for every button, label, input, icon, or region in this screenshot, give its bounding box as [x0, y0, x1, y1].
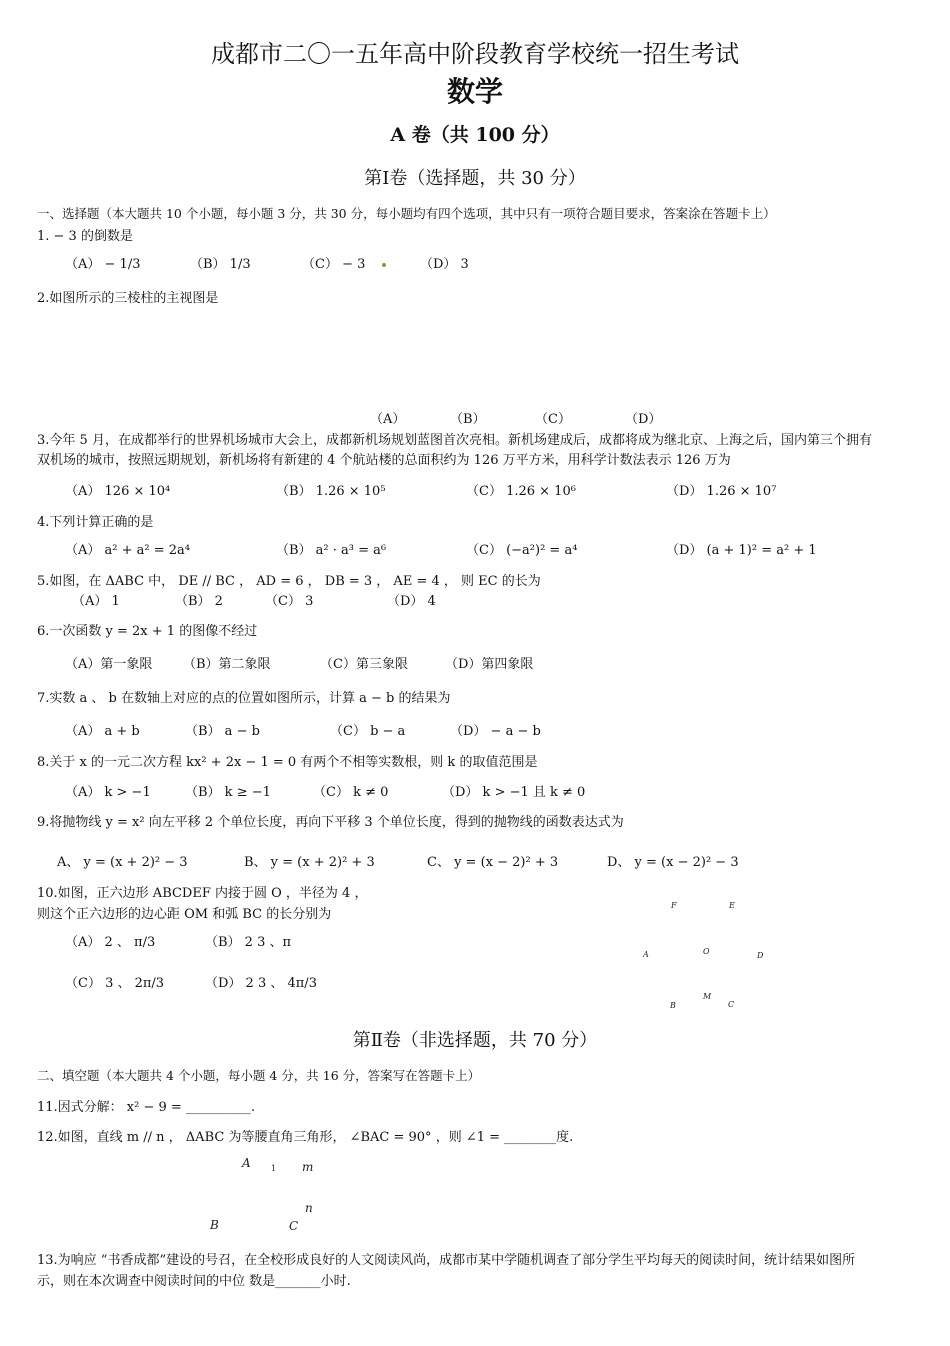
hexagon-label-d: D [757, 951, 764, 960]
q2-option-b: （B） [450, 412, 486, 427]
q10-option-a: （A） 2 、 π/3 [65, 935, 156, 950]
q12-label-n: n [305, 1201, 313, 1215]
part2-title: 第Ⅱ卷（非选择题，共 70 分） [352, 1030, 598, 1051]
q3-option-c: （C） 1.26 × 10⁶ [466, 484, 576, 499]
q7-option-c: （C） b − a [330, 724, 406, 739]
q1-stem: 1. − 3 的倒数是 [37, 229, 133, 244]
volume-title: A 卷（共 100 分） [390, 124, 560, 146]
stray-dot [382, 263, 386, 267]
q3-option-b: （B） 1.26 × 10⁵ [276, 484, 386, 499]
q1-option-d: （D） 3 [420, 257, 469, 272]
q1-option-a: （A） − 1/3 [65, 257, 141, 272]
q4-option-a: （A） a² + a² = 2a⁴ [65, 543, 190, 558]
q8-option-d: （D） k > −1 且 k ≠ 0 [442, 785, 586, 800]
part1-title: 第Ⅰ卷（选择题，共 30 分） [364, 168, 586, 189]
q5-option-b: （B） 2 [175, 594, 223, 609]
q13-line2: 示，则在本次调查中阅读时间的中位 数是_______小时. [37, 1274, 351, 1289]
q9-option-b: B、 y = (x + 2)² + 3 [244, 855, 375, 870]
q8-stem: 8.关于 x 的一元二次方程 kx² + 2x − 1 = 0 有两个不相等实数根，则 k 的取值范围是 [37, 755, 538, 770]
q3-line1: 3.今年 5 月，在成都举行的世界机场城市大会上，成都新机场规划蓝图首次亮相。新机场建成后，成都将成为继北京、上海之后，国内第三个拥有 [37, 433, 872, 448]
q11-stem: 11.因式分解： x² − 9 = __________. [37, 1100, 256, 1115]
subject-title: 数学 [446, 75, 503, 108]
q7-option-d: （D） − a − b [450, 724, 541, 739]
hexagon-label-e: E [729, 901, 735, 910]
q7-stem: 7.实数 a 、 b 在数轴上对应的点的位置如图所示，计算 a − b 的结果为 [37, 691, 451, 706]
q12-label-b: B [210, 1218, 219, 1232]
q8-option-b: （B） k ≥ −1 [185, 785, 271, 800]
q12-label-m: m [302, 1160, 314, 1174]
exam-title: 成都市二〇一五年高中阶段教育学校统一招生考试 [211, 40, 739, 68]
q10-option-d: （D） 2 3 、 4π/3 [205, 976, 317, 991]
q5-option-a: （A） 1 [72, 594, 120, 609]
q4-stem: 4.下列计算正确的是 [37, 515, 154, 530]
q3-option-a: （A） 126 × 10⁴ [65, 484, 171, 499]
q10-line1: 10.如图，正六边形 ABCDEF 内接于圆 O ，半径为 4 ， [37, 886, 368, 901]
q12-label-1: 1 [271, 1164, 277, 1173]
q10-option-b: （B） 2 3 、π [205, 935, 292, 950]
q6-option-b: （B）第二象限 [183, 657, 271, 672]
q2-option-c: （C） [535, 412, 571, 427]
q5-option-d: （D） 4 [387, 594, 436, 609]
q12-stem: 12.如图，直线 m // n ， ΔABC 为等腰直角三角形， ∠BAC = 90° ，则 ∠1 = ________度. [37, 1130, 574, 1145]
q4-option-d: （D） (a + 1)² = a² + 1 [666, 543, 817, 558]
q3-line2: 双机场的城市，按照远期规划，新机场将有新建的 4 个航站楼的总面积约为 126 万平方米，用科学计数法表示 126 万为 [37, 453, 731, 468]
q6-option-a: （A）第一象限 [65, 657, 153, 672]
q2-option-a: （A） [370, 412, 406, 427]
q2-stem: 2.如图所示的三棱柱的主视图是 [37, 291, 219, 306]
hexagon-label-f: F [671, 901, 677, 910]
q5-stem: 5.如图，在 ΔABC 中， DE // BC ， AD = 6 ， DB = 3 ， AE = 4 ， 则 EC 的长为 [37, 574, 541, 589]
q6-option-c: （C）第三象限 [320, 657, 408, 672]
section2-description: 二、填空题（本大题共 4 个小题，每小题 4 分，共 16 分，答案写在答题卡上） [37, 1068, 481, 1083]
q7-option-b: （B） a − b [185, 724, 260, 739]
q13-line1: 13.为响应 “书香成都”建设的号召，在全校形成良好的人文阅读风尚，成都市某中学随机调查了部分学生平均每天的阅读时间，统计结果如图所 [37, 1253, 856, 1268]
q4-option-c: （C） (−a²)² = a⁴ [466, 543, 578, 558]
q9-option-d: D、 y = (x − 2)² − 3 [607, 855, 739, 870]
hexagon-label-b: B [670, 1001, 676, 1010]
q6-stem: 6.一次函数 y = 2x + 1 的图像不经过 [37, 624, 258, 639]
q10-line2: 则这个正六边形的边心距 OM 和弧 BC 的长分别为 [37, 907, 332, 922]
q5-option-c: （C） 3 [265, 594, 314, 609]
q9-stem: 9.将抛物线 y = x² 向左平移 2 个单位长度，再向下平移 3 个单位长度，得到的抛物线的函数表达式为 [37, 815, 624, 830]
hexagon-label-a: A [643, 950, 649, 959]
q12-label-a: A [242, 1156, 251, 1170]
hexagon-label-o: O [703, 947, 710, 956]
q9-option-a: A、 y = (x + 2)² − 3 [57, 855, 188, 870]
q1-option-c: （C） − 3 [302, 257, 366, 272]
hexagon-label-m: M [703, 992, 712, 1001]
q3-option-d: （D） 1.26 × 10⁷ [666, 484, 777, 499]
q12-label-c: C [289, 1219, 299, 1233]
q8-option-a: （A） k > −1 [65, 785, 151, 800]
q6-option-d: （D）第四象限 [445, 657, 534, 672]
q10-option-c: （C） 3 、 2π/3 [65, 976, 165, 991]
q9-option-c: C、 y = (x − 2)² + 3 [427, 855, 559, 870]
q7-option-a: （A） a + b [65, 724, 140, 739]
section1-description: 一、选择题（本大题共 10 个小题，每小题 3 分，共 30 分，每小题均有四个选项，其中只有一项符合题目要求，答案涂在答题卡上） [37, 206, 776, 221]
q1-option-b: （B） 1/3 [190, 257, 251, 272]
hexagon-label-c: C [728, 1000, 735, 1009]
q4-option-b: （B） a² · a³ = a⁶ [276, 543, 387, 558]
q8-option-c: （C） k ≠ 0 [313, 785, 389, 800]
q2-option-d: （D） [625, 412, 662, 427]
